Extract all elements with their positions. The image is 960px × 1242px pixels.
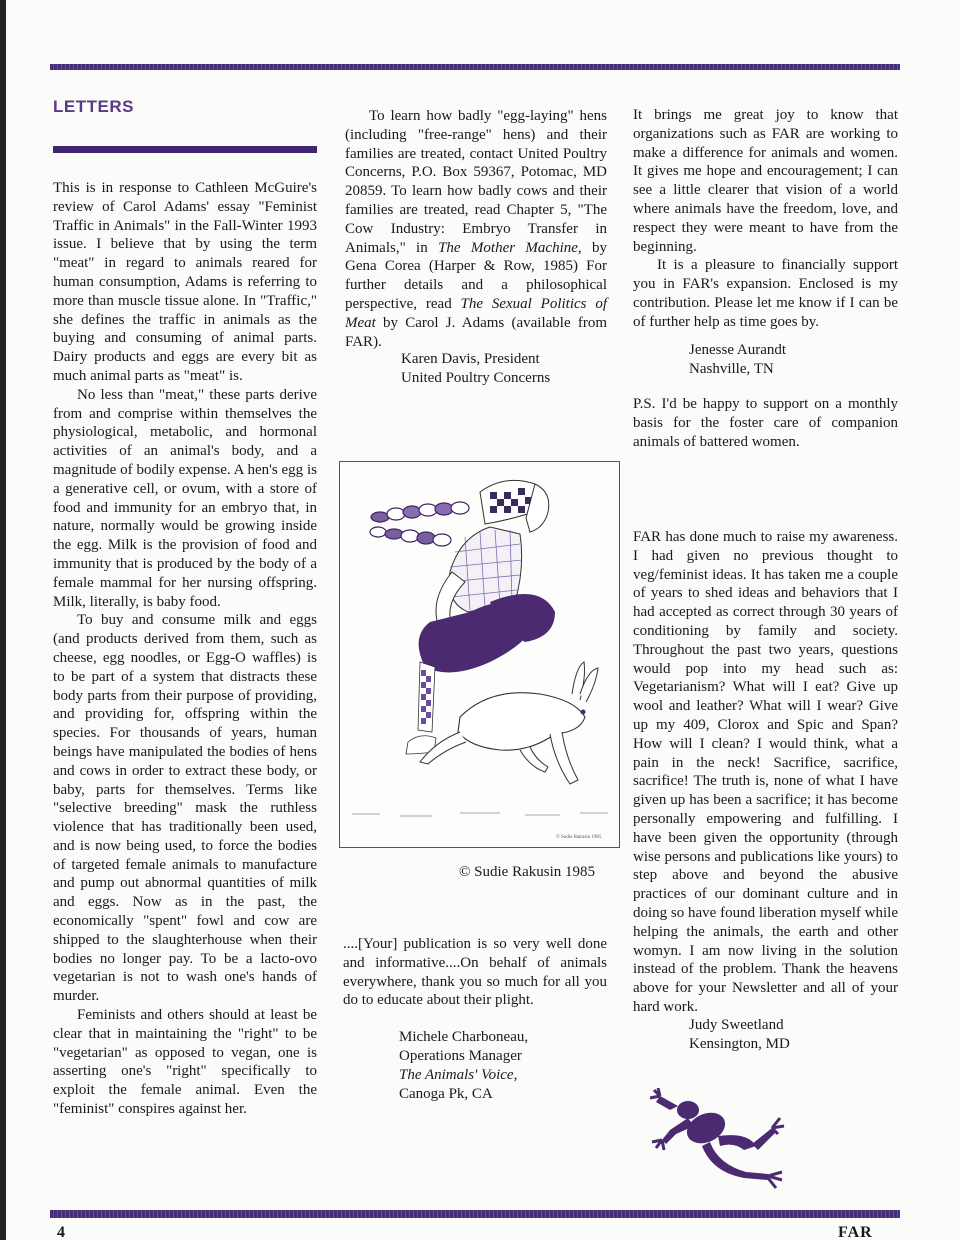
signature-org: United Poultry Concerns	[401, 370, 551, 386]
letter-1-paragraph: No less than "meat," these parts derive from and comprise within themselves the physiological, metabolic, and hormonal activities of an animal's body, and a magnitude of bodily expense. A hen's egg is a generative cell, or ovum, with a store of food and immunity for an embryo that, in nature, normally would be growing inside the egg. Milk is the provision of food and immunity that is produced by the body of a female mammal for her nursing offspring. Milk, literally, is baby food.	[53, 386, 317, 610]
signature-title: Operations Manager	[399, 1048, 522, 1064]
section-title: LETTERS	[53, 97, 134, 116]
letter-1-column	[53, 179, 317, 1119]
letter-1-paragraph: To buy and consume milk and eggs (and products derived from them, such as cheese, egg noodles, or Egg-O waffles) is to be part of a system that distracts these body parts from their purpose of providing, and providing for, offspring within the species. For thousands of years, human beings have manipulated the bodies of hens and cows in order to extract these body, or baby, parts for themselves. Terms like "selective breeding" mask the ruthless violence that has traditionally been used, and is now being used, to force the bodies of targeted female animals to manufacture and pump out abnormal quantities of milk and eggs. Now as in the past, the economically "spent" fowl and cow are shipped to the slaughterhouse when their bodies no longer pay. To be a lacto-ovo vegetarian is not to wash one's hands of murder.	[53, 612, 317, 1005]
frog-icon	[648, 1088, 788, 1198]
bottom-rule	[50, 1210, 900, 1218]
illustration-frame	[339, 461, 620, 848]
letter-3-body	[633, 106, 898, 332]
letter-4-body	[633, 528, 898, 1017]
top-rule	[50, 64, 900, 70]
postscript-text: P.S. I'd be happy to support on a monthly basis for the foster care of companion animals of battered women.	[633, 396, 898, 450]
signature-place: Canoga Pk, CA	[399, 1086, 493, 1102]
letter-1-paragraph: This is in response to Cathleen McGuire's review of Carol Adams' essay "Feminist Traffic in Animals" in the Fall-Winter 1993 issue. I believe that by using the term "meat" in regard to animals reared for human consumption, Adams is referring to more than muscle tissue alone. In "Traffic," she defines the traffic in animals as the buying and consuming of animal parts. Dairy products and eggs are every bit as much animal parts as "meat" is.	[53, 180, 317, 384]
letter-2-signature	[399, 1028, 528, 1104]
signature-place: Nashville, TN	[689, 361, 774, 377]
scan-edge	[0, 0, 6, 1240]
artist-mark: © Sudie Rakusin 1985	[556, 835, 602, 840]
page-number: 4	[57, 1224, 65, 1241]
signature-name: Judy Sweetland	[689, 1017, 784, 1033]
resources-text-a: To learn how badly "egg-laying" hens (including "free-range" hens) and their families are treated, contact United Poultry Concerns, P.O. Box 59367, Potomac, MD 20859. To learn how badly cows and their families are treated, read Chapter 5, "The Cow Industry: Embryo Transfer in Animals," in	[345, 108, 607, 256]
signature-name: Michele Charboneau,	[399, 1029, 529, 1045]
illustration-caption: © Sudie Rakusin 1985	[459, 864, 595, 880]
resources-text-b: , by Gena Corea (Harper & Row, 1985) For further details and a philosophical perspective, read	[345, 239, 608, 312]
letter-4-text: FAR has done much to raise my awareness. I had given no previous thought to veg/feminist ideas. It has taken me a couple of years to shed ideas and behaviors that I had accepted as correct through 30 years of conditioning by family and society. Throughout the past two years, questions would pop into my head such as: Vegetarianism? What will I eat? Give up wool and leather? What will I wear? Give up my 409, Clorox and Spic and Span? How will I clean? I would think, what a pain in the neck! Sacrifice, sacrifice, sacrifice! The truth is, none of what I have given up has been a sacrifice; it has become personally empowering and fulfilling. I have been given the opportunity (through wise persons and publications like yours) to step above and beyond the abusive practices of our dominant culture and in doing so have found liberation myself while helping the animals, the earth and other womyn. I am now living in the solution instead of the problem. Thank the heavens above for your Newsletter and all of your hard work.	[633, 529, 898, 1015]
woman-riding-hare-illustration	[340, 462, 619, 847]
letter-2-text: ....[Your] publication is so very well done and informative....On behalf of animals everywhere, thank you so much for all you do to educate about their plight.	[343, 936, 607, 1009]
letter-1-continuation	[345, 107, 607, 351]
signature-name: Jenesse Aurandt	[689, 342, 787, 358]
book-title-mother-machine: The Mother Machine	[438, 239, 578, 256]
signature-org: The Animals' Voice,	[399, 1067, 518, 1083]
letter-3-paragraph: It is a pleasure to financially support you in FAR's expansion. Enclosed is my contribution. Please let me know if I can be of further help as time goes by.	[633, 257, 898, 330]
letter-1-signature	[401, 350, 550, 388]
letter-1-paragraph: Feminists and others should at least be clear that in maintaining the "right" to be "vegetarian" as opposed to vegan, one is asserting one's "right" specifically to exploit the female animal. Even the "feminist" conspires against her.	[53, 1007, 317, 1118]
resources-text-c: by Carol J. Adams (available from FAR).	[345, 314, 607, 350]
letter-2-body	[343, 935, 607, 1010]
letter-4-signature	[689, 1016, 790, 1054]
letter-1-resources	[345, 107, 607, 351]
signature-name: Karen Davis, President	[401, 351, 540, 367]
footer-brand: FAR	[838, 1224, 873, 1241]
title-rule	[53, 146, 317, 153]
letter-3-signature	[689, 341, 786, 379]
signature-place: Kensington, MD	[689, 1036, 790, 1052]
letter-3-postscript	[633, 395, 898, 451]
letter-3-paragraph: It brings me great joy to know that organizations such as FAR are working to make a difference for animals and women. It gives me hope and encouragement; I can see a little clearer that vision of a world where animals have the freedom, love, and respect they were meant to have from the beginning.	[633, 107, 898, 255]
book-title-sexual-politics: The Sexual Politics of Meat	[345, 295, 608, 331]
